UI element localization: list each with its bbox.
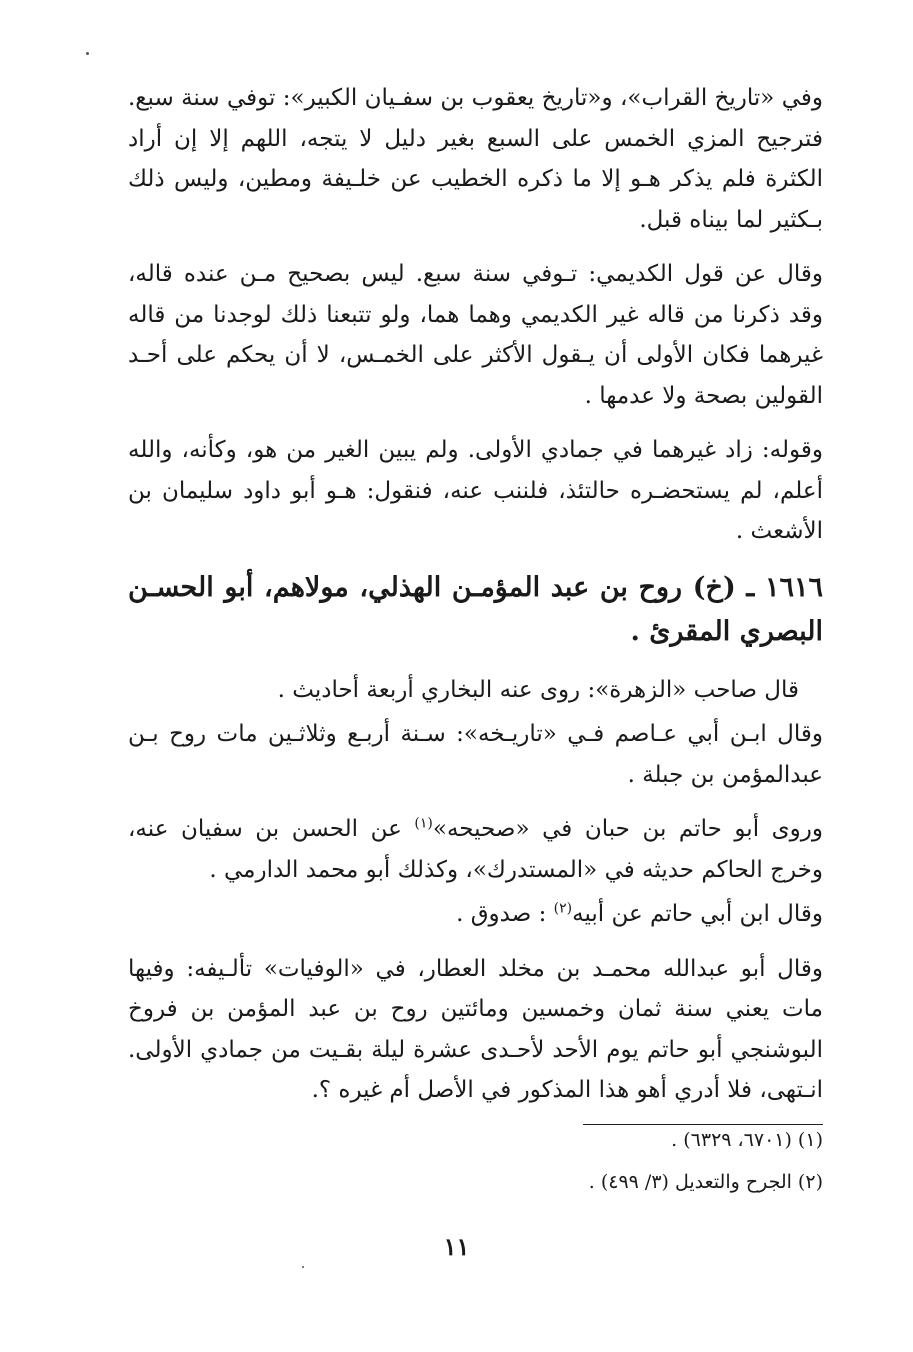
paragraph-ibn-hibban-text: وروى أبو حاتم بن حبان في «صحيحه»	[432, 816, 823, 842]
scan-speck	[302, 1266, 304, 1268]
paragraph-ibn-abi-hatim-text: وقال ابن أبي حاتم عن أبيه	[572, 901, 823, 927]
paragraph-ibn-hibban	[128, 809, 823, 890]
paragraph-ibn-abi-asim: وقال ابـن أبي عـاصم فـي «تاريـخه»: سـنة أربـع وثلاثـين مات روح بـن عبدالمؤمن بن جبلة .	[128, 721, 823, 788]
paragraph-zahra: قال صاحب «الزهرة»: روى عنه البخاري أربعة أحاديث .	[277, 676, 799, 703]
paragraph-ibn-hibban-text-cont: عن الحسن بن سفيان عنه، وخرج الحاكم حديثه في «المستدرك»، وكذلك أبو محمد الدارمي .	[128, 816, 823, 883]
paragraph-ibn-abi-hatim-text-cont: : صدوق .	[456, 901, 554, 927]
paragraph-ibn-abi-hatim	[128, 894, 823, 935]
footnote-2: (٢) الجرح والتعديل (٣/ ٤٩٩) .	[588, 1171, 823, 1193]
main-text-column	[128, 78, 823, 1125]
paragraph-wafayat: وقال أبو عبدالله محمـد بن مخلد العطار، في «الوفيات» تألـيفه: وفيها مات يعني سنة ثمان وخمسين ومائتين روح بن عبد المؤمن بن فروخ البوشنجي أبو حاتم يوم الأحد لأحـدى عشرة ليلة بقـيت من جمادي الأولى. انـتهى، فلا أدري أهو هذا المذكور في الأصل أم غيره ؟.	[128, 955, 823, 1103]
scan-speck	[86, 52, 89, 55]
footnote-1: (١) (٦٧٠١، ٦٣٢٩) .	[671, 1129, 823, 1151]
page-number: ١١	[443, 1232, 470, 1261]
paragraph-jumada: وقوله: زاد غيرهما في جمادي الأولى. ولم يبين الغير من هو، وكأنه، والله أعلم، لم يستحضـره حالتئذ، فلننب عنه، فنقول: هـو أبو داود سليمان بن الأشعث .	[128, 437, 823, 544]
entry-heading: ١٦١٦ ـ (خ) روح بن عبد المؤمـن الهذلي، مولاهم، أبو الحسـن البصري المقرئ .	[128, 571, 823, 647]
footnote-ref-1: (١)	[414, 815, 433, 832]
paragraph-tarikh-qurab: وفي «تاريخ القراب»، و«تاريخ يعقوب بن سفـيان الكبير»: توفي سنة سبع. فترجيح المزي الخمس على السبع بغير دليل لا يتجه، اللهم إلا إن أراد الكثرة فلم يذكر هـو إلا ما ذكره الخطيب عن خلـيفة ومطين، وليس ذلك بـكثير لما بيناه قبل.	[128, 85, 823, 233]
footnote-ref-2: (٢)	[553, 900, 573, 917]
paragraph-kudaimi: وقال عن قول الكديمي: تـوفي سنة سبع. ليس بصحيح مـن عنده قاله، وقد ذكرنا من قاله غير الكديمي وهما هما، ولو تتبعنا ذلك لوجدنا من قاله غيرهما فكان الأولى أن يـقول الأكثر على الخمـس، لا أن يحكم على أحـد القولين بصحة ولا عدمها .	[128, 261, 823, 409]
footnotes	[128, 1124, 823, 1210]
